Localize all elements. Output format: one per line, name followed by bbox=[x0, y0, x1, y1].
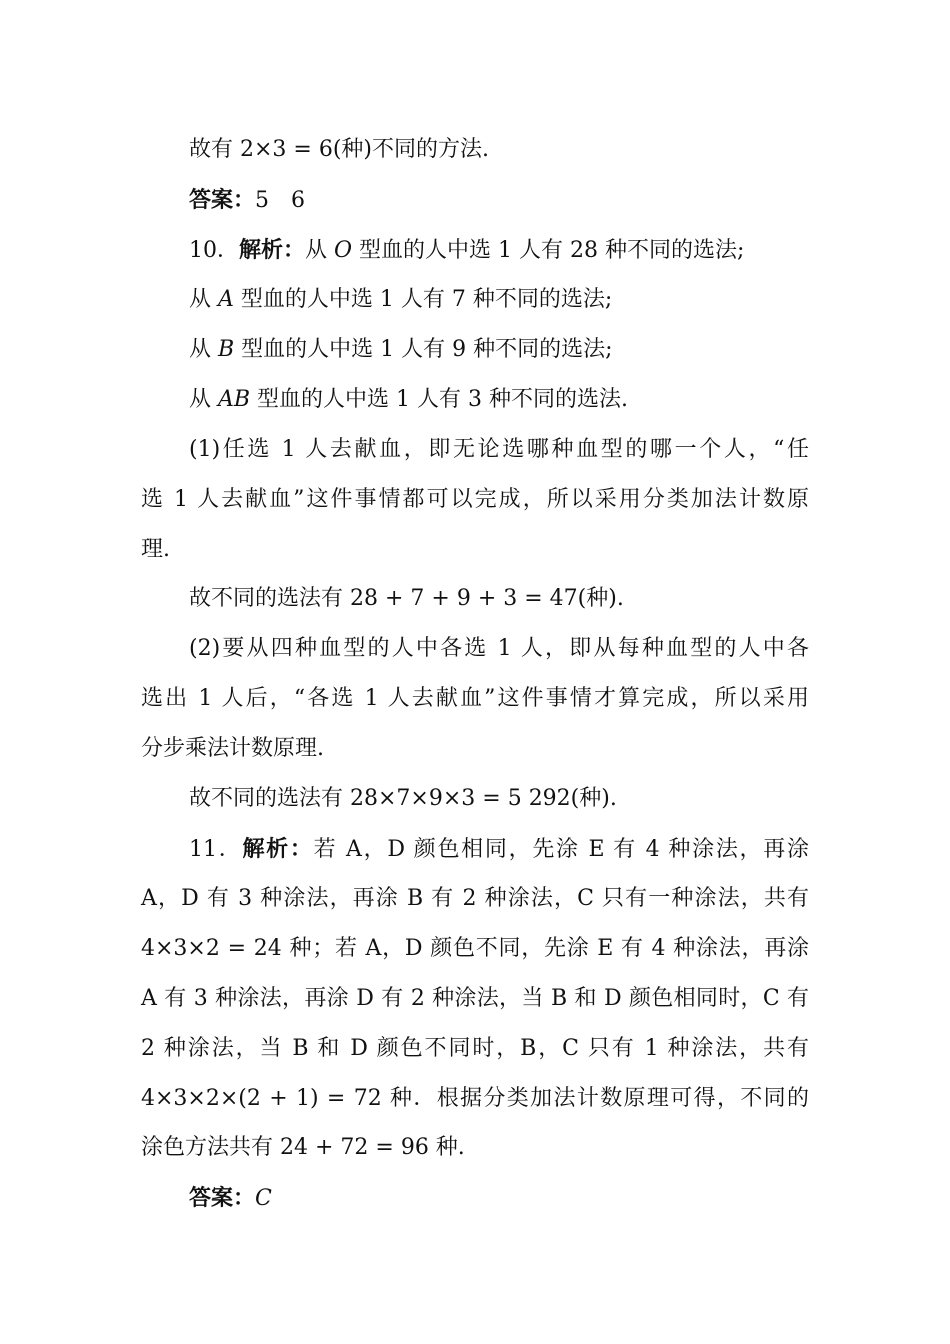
text-line bbox=[189, 325, 809, 375]
text-line bbox=[141, 924, 809, 974]
text-line bbox=[189, 624, 809, 674]
text-run: 选 1 人去献血”这件事情都可以完成，所以采用分类加法计数原 bbox=[141, 487, 809, 512]
bold-label: 答案： bbox=[189, 187, 256, 213]
italic-symbol: O bbox=[334, 238, 353, 263]
text-run: 型血的人中选 1 人有 9 种不同的选法; bbox=[234, 337, 613, 362]
text-run: A 有 3 种涂法，再涂 D 有 2 种涂法，当 B 和 D 颜色相同时，C 有 bbox=[141, 986, 809, 1011]
text-line bbox=[189, 425, 809, 475]
solution-10-heading-line bbox=[189, 225, 809, 275]
text-run: 从 bbox=[189, 287, 218, 312]
text-run: 涂色方法共有 24 + 72 = 96 种. bbox=[141, 1135, 465, 1160]
text-run: 故不同的选法有 28×7×9×3 = 5 292(种). bbox=[189, 786, 617, 811]
text-run: 选出 1 人后，“各选 1 人去献血”这件事情才算完成，所以采用 bbox=[141, 686, 809, 711]
text-run: 型血的人中选 1 人有 28 种不同的选法; bbox=[352, 238, 745, 263]
text-run: 故有 2×3 = 6(种)不同的方法. bbox=[189, 137, 489, 162]
text-run: (1)任选 1 人去献血，即无论选哪种血型的哪一个人，“任 bbox=[189, 437, 809, 462]
bold-label: 解析： bbox=[239, 237, 306, 263]
text-run: 11． bbox=[189, 837, 243, 862]
text-line bbox=[189, 774, 809, 824]
text-line bbox=[189, 125, 809, 175]
text-run: 型血的人中选 1 人有 3 种不同的选法. bbox=[250, 387, 629, 412]
text-line bbox=[189, 275, 809, 325]
bold-label: 解析： bbox=[242, 836, 314, 862]
text-run: 型血的人中选 1 人有 7 种不同的选法; bbox=[233, 287, 613, 312]
text-line bbox=[141, 525, 809, 575]
text-line bbox=[141, 475, 809, 525]
italic-symbol: B bbox=[218, 337, 235, 362]
text-run: 理. bbox=[141, 537, 170, 562]
text-run: 分步乘法计数原理. bbox=[141, 736, 324, 761]
text-run: 5 6 bbox=[255, 188, 306, 213]
solution-11-heading-line bbox=[189, 824, 809, 874]
text-line bbox=[141, 874, 809, 924]
text-run: 4×3×2×(2 + 1) = 72 种．根据分类加法计数原理可得，不同的 bbox=[141, 1086, 809, 1111]
text-line bbox=[141, 1074, 809, 1124]
text-run: 故不同的选法有 28 + 7 + 9 + 3 = 47(种). bbox=[189, 586, 624, 611]
text-line bbox=[141, 1024, 809, 1074]
answer-line bbox=[189, 175, 809, 225]
text-run: 10． bbox=[189, 238, 239, 263]
text-line bbox=[141, 1123, 809, 1173]
italic-symbol: AB bbox=[218, 387, 251, 412]
italic-symbol: A bbox=[218, 287, 234, 312]
text-run: 2 种涂法，当 B 和 D 颜色不同时，B，C 只有 1 种涂法，共有 bbox=[141, 1036, 809, 1061]
text-line bbox=[141, 974, 809, 1024]
text-run: 从 bbox=[189, 387, 218, 412]
text-run: 4×3×2 = 24 种；若 A，D 颜色不同，先涂 E 有 4 种涂法，再涂 bbox=[141, 936, 809, 961]
text-line bbox=[141, 724, 809, 774]
text-line bbox=[189, 574, 809, 624]
text-line bbox=[189, 375, 809, 425]
text-run: 从 bbox=[305, 238, 335, 263]
bold-label: 答案： bbox=[189, 1185, 256, 1211]
italic-symbol: C bbox=[255, 1186, 272, 1211]
text-run: 若 A，D 颜色相同，先涂 E 有 4 种涂法，再涂 bbox=[313, 837, 809, 862]
answer-line bbox=[189, 1173, 809, 1223]
text-run: (2)要从四种血型的人中各选 1 人，即从每种血型的人中各 bbox=[189, 636, 809, 661]
text-line bbox=[141, 674, 809, 724]
text-run: 从 bbox=[189, 337, 218, 362]
text-run: A，D 有 3 种涂法，再涂 B 有 2 种涂法，C 只有一种涂法，共有 bbox=[141, 886, 809, 911]
